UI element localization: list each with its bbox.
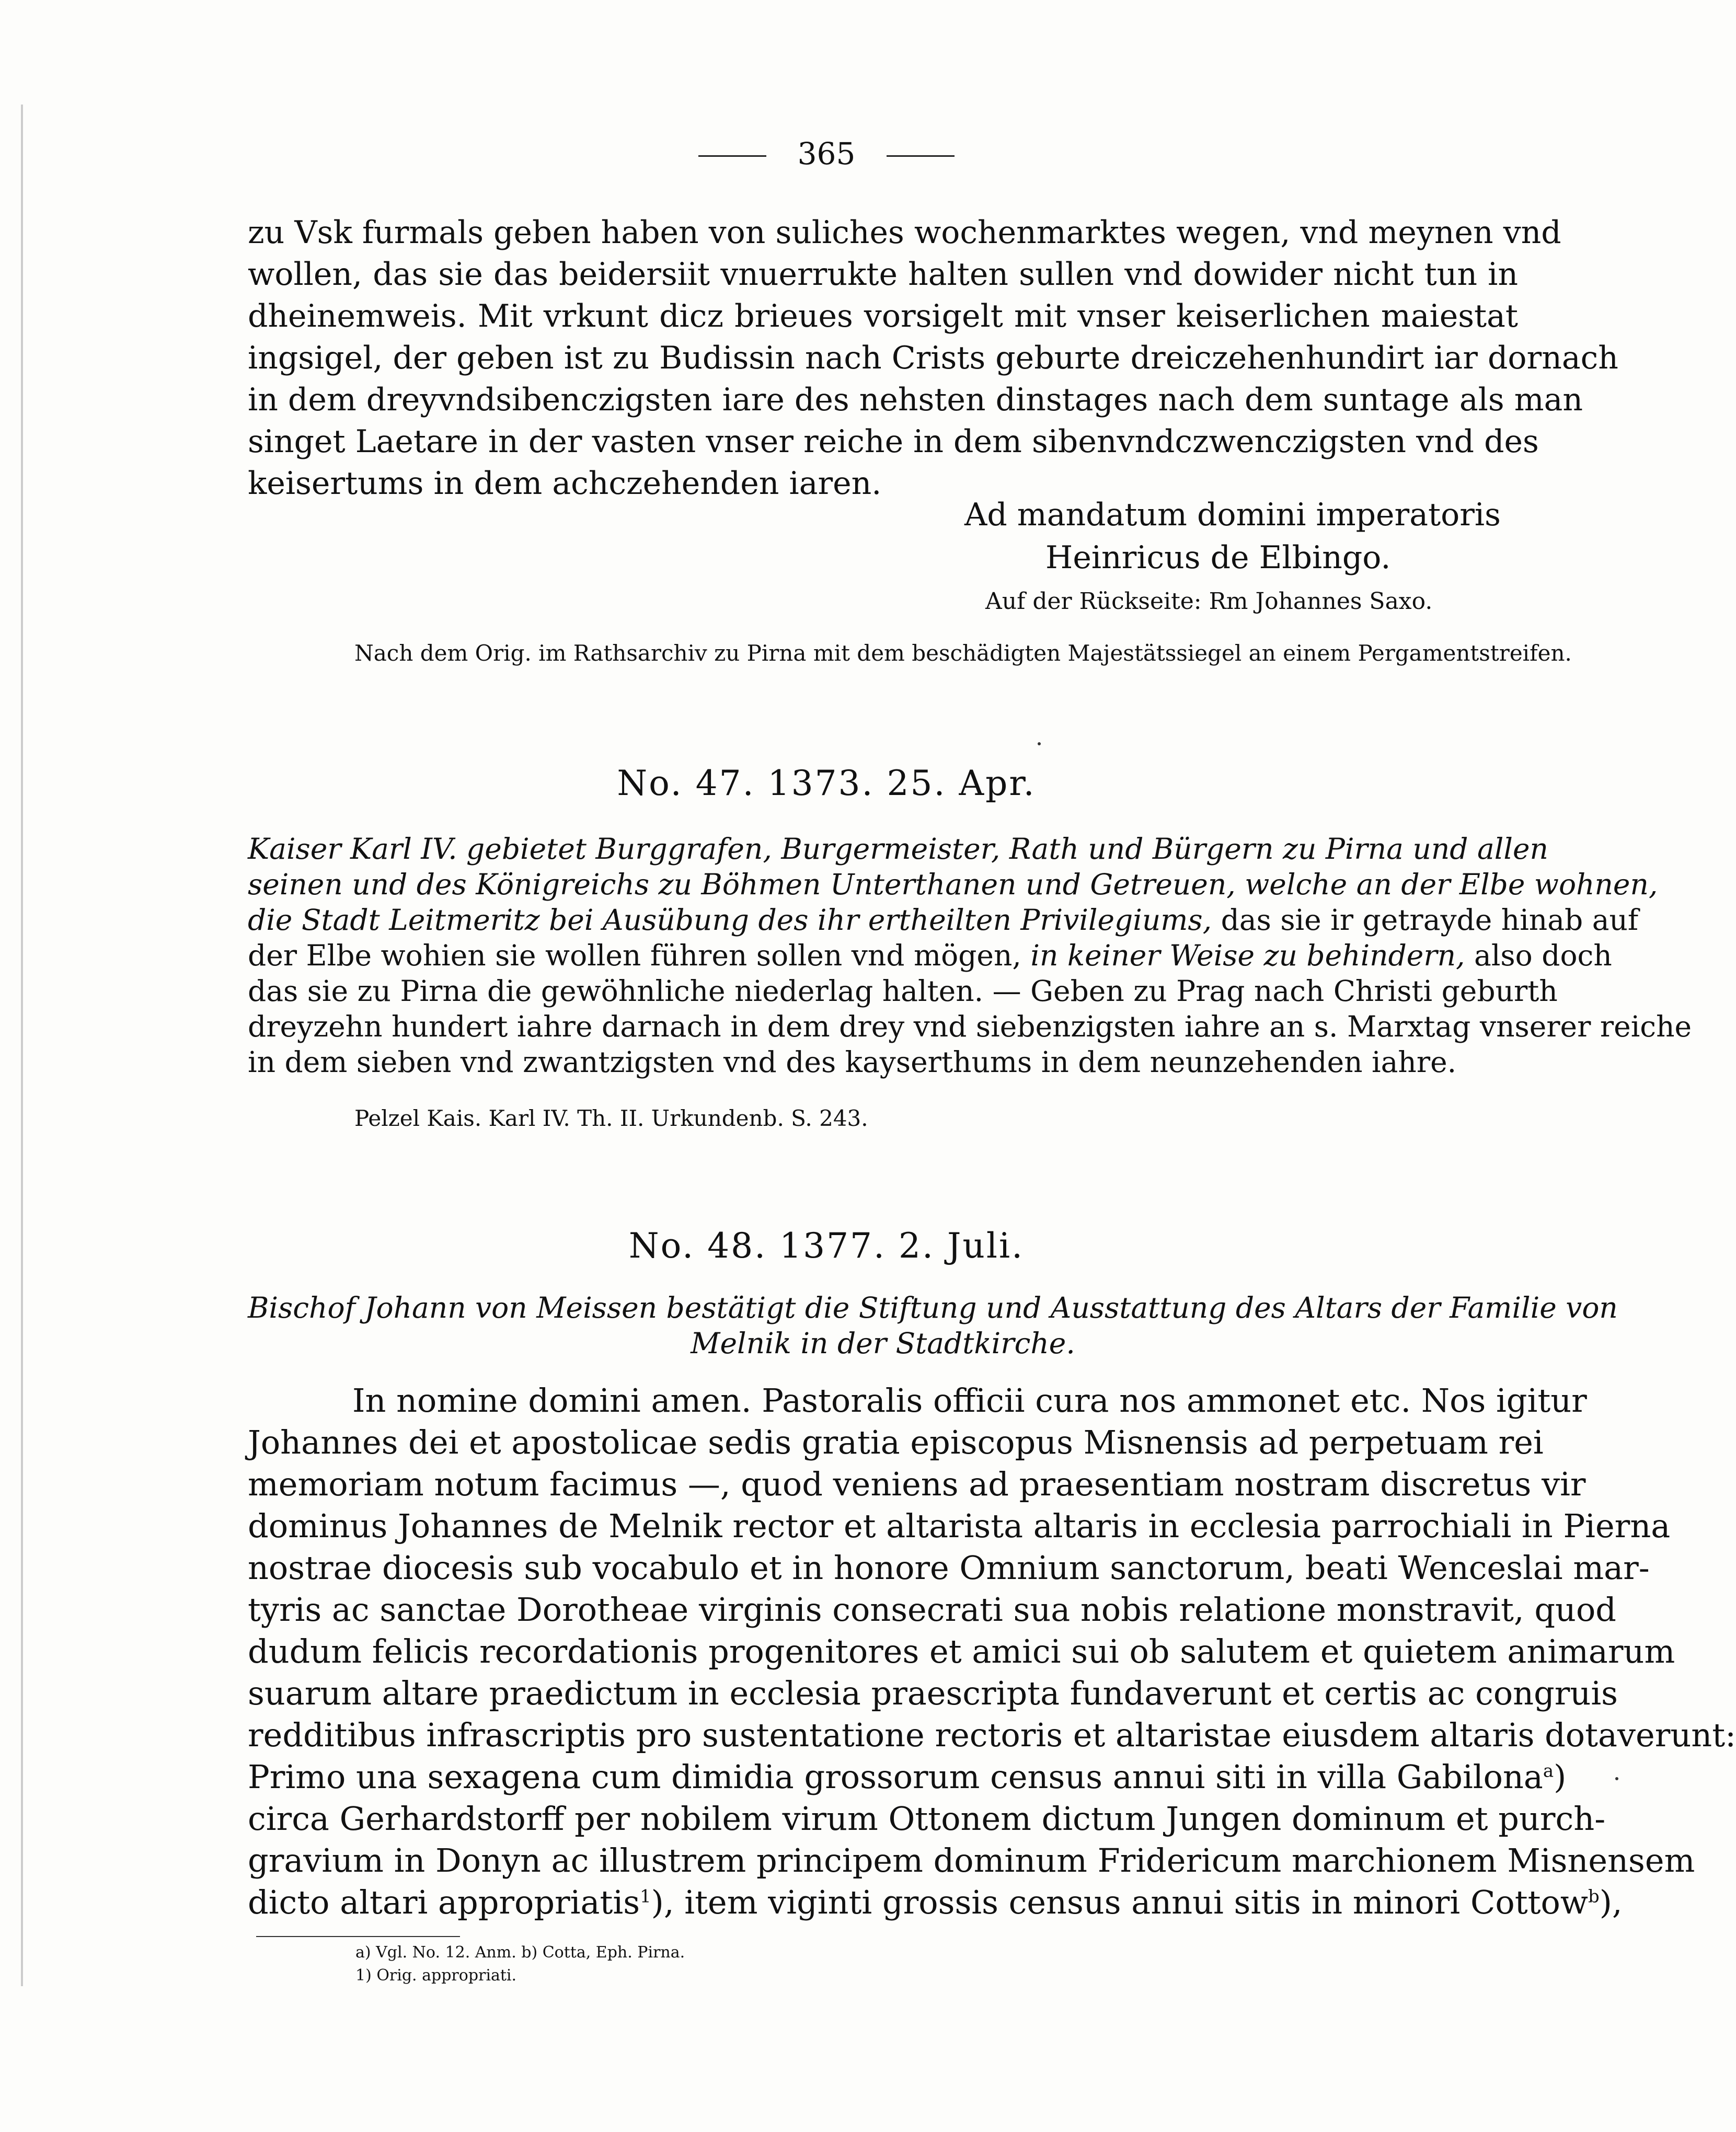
document-heading-48: No. 48. 1377. 2. Juli. — [628, 1226, 1025, 1266]
text-line: das sie zu Pirna die gewöhnliche niederlag halten. — Geben zu Prag nach Christi geburth — [248, 974, 1558, 1008]
regest-line — [248, 902, 1639, 938]
stray-dot — [1615, 1777, 1618, 1780]
text-line: dominus Johannes de Melnik rector et altarista altaris in ecclesia parrochiali in Pierna — [248, 1507, 1671, 1545]
quote-segment: der Elbe wohien sie wollen führen sollen vnd mögen, — [248, 939, 1031, 972]
text-line: singet Laetare in der vasten vnser reiche in dem sibenvndczwenczigsten vnd des — [248, 423, 1539, 460]
regest-quote-segment: das sie ir getrayde hinab auf — [1212, 903, 1639, 937]
verso-note: Auf der Rückseite: Rm Johannes Saxo. — [985, 588, 1433, 615]
text-line: keisertums in dem achczehenden iaren. — [248, 465, 882, 502]
footnote-rule — [256, 1936, 460, 1937]
text-line: circa Gerhardstorff per nobilem virum Ottonem dictum Jungen dominum et purch- — [248, 1800, 1606, 1838]
regest-line: Kaiser Karl IV. gebietet Burggrafen, Burgermeister, Rath und Bürgern zu Pirna und allen — [248, 832, 1548, 866]
regest-line: seinen und des Königreichs zu Böhmen Unterthanen und Getreuen, welche an der Elbe wohnen, — [248, 868, 1658, 901]
footnote-marker-1: 1 — [640, 1886, 651, 1907]
page-number-dash-right — [887, 155, 955, 157]
regest-italic-segment: in keiner Weise zu behindern, — [1030, 939, 1465, 972]
scan-edge-shadow — [21, 105, 23, 1986]
text-line: In nomine domini amen. Pastoralis officii cura nos ammonet etc. Nos igitur — [352, 1381, 1587, 1420]
text-line: in dem sieben vnd zwantzigsten vnd des kayserthums in dem neunzehenden iahre. — [248, 1045, 1457, 1079]
signature-line-1: Ad mandatum domini imperatoris — [964, 497, 1501, 533]
text-line: zu Vsk furmals geben haben von suliches wochenmarktes wegen, vnd meynen vnd — [248, 214, 1561, 251]
text-segment: ), — [1599, 1883, 1623, 1921]
text-line: dreyzehn hundert iahre darnach in dem drey vnd siebenzigsten iahre an s. Marxtag vnserer reiche — [248, 1010, 1692, 1043]
signature-line-2: Heinricus de Elbingo. — [1045, 539, 1391, 576]
quote-segment: also doch — [1465, 939, 1612, 972]
source-note: Pelzel Kais. Karl IV. Th. II. Urkundenb. S. 243. — [354, 1105, 868, 1131]
text-segment: Primo una sexagena cum dimidia grossorum census annui siti in villa Gabilona — [248, 1758, 1543, 1796]
text-line: in dem dreyvndsibenczigsten iare des nehsten dinstages nach dem suntage als man — [248, 382, 1583, 418]
footnote-marker-a: a — [1543, 1760, 1554, 1782]
document-heading-47: No. 47. 1373. 25. Apr. — [617, 763, 1036, 803]
text-line: suarum altare praedictum in ecclesia praescripta fundaverunt et certis ac congruis — [248, 1674, 1618, 1712]
document-48-body — [248, 1380, 1736, 1923]
text-line: redditibus infrascriptis pro sustentatione rectoris et altaristae eiusdem altaris dotaverunt: — [248, 1716, 1736, 1754]
page-number-row — [0, 136, 1653, 171]
text-segment: ) — [1554, 1758, 1567, 1796]
text-line: nostrae diocesis sub vocabulo et in honore Omnium sanctorum, beati Wenceslai mar- — [248, 1549, 1650, 1587]
continuation-text — [248, 212, 1618, 504]
regest-line: Melnik in der Stadtkirche. — [691, 1327, 1075, 1360]
stray-dot — [1038, 742, 1041, 745]
page-number-dash-left — [698, 155, 766, 157]
regest-line: Bischof Johann von Meissen bestätigt die Stiftung und Ausstattung des Altars der Familie von — [248, 1291, 1618, 1324]
page-number: 365 — [797, 136, 856, 171]
footnote: a) Vgl. No. 12. Anm. b) Cotta, Eph. Pirna. — [355, 1943, 685, 1962]
footnote-marker-b: b — [1588, 1886, 1600, 1907]
text-line — [248, 938, 1612, 973]
text-line — [248, 1882, 1623, 1923]
document-47-text — [248, 831, 1692, 1080]
text-line: tyris ac sanctae Dorotheae virginis consecrati sua nobis relatione monstravit, quod — [248, 1591, 1616, 1629]
source-note: Nach dem Orig. im Rathsarchiv zu Pirna mit dem beschädigten Majestätssiegel an einem Pergamentstreifen. — [354, 640, 1572, 666]
text-line: dheinemweis. Mit vrkunt dicz brieues vorsigelt mit vnser keiserlichen maiestat — [248, 298, 1518, 335]
text-line: gravium in Donyn ac illustrem principem dominum Fridericum marchionem Misnensem — [248, 1841, 1695, 1880]
text-line: wollen, das sie das beidersiit vnuerrukte halten sullen vnd dowider nicht tun in — [248, 256, 1518, 293]
text-segment: dicto altari appropriatis — [248, 1883, 640, 1921]
text-line: dudum felicis recordationis progenitores et amici sui ob salutem et quietem animarum — [248, 1632, 1675, 1670]
text-line: Johannes dei et apostolicae sedis gratia episcopus Misnensis ad perpetuam rei — [248, 1423, 1544, 1461]
footnote: 1) Orig. appropriati. — [355, 1966, 517, 1985]
document-48-regest — [248, 1290, 1618, 1361]
text-line: memoriam notum facimus —, quod veniens ad praesentiam nostram discretus vir — [248, 1465, 1586, 1503]
text-segment: ), item viginti grossis census annui sitis in minori Cottow — [651, 1883, 1588, 1921]
text-line: ingsigel, der geben ist zu Budissin nach Crists geburte dreiczehenhundirt iar dornach — [248, 340, 1618, 376]
text-line — [248, 1756, 1567, 1798]
regest-italic-segment: die Stadt Leitmeritz bei Ausübung des ihr ertheilten Privilegiums, — [248, 903, 1212, 937]
